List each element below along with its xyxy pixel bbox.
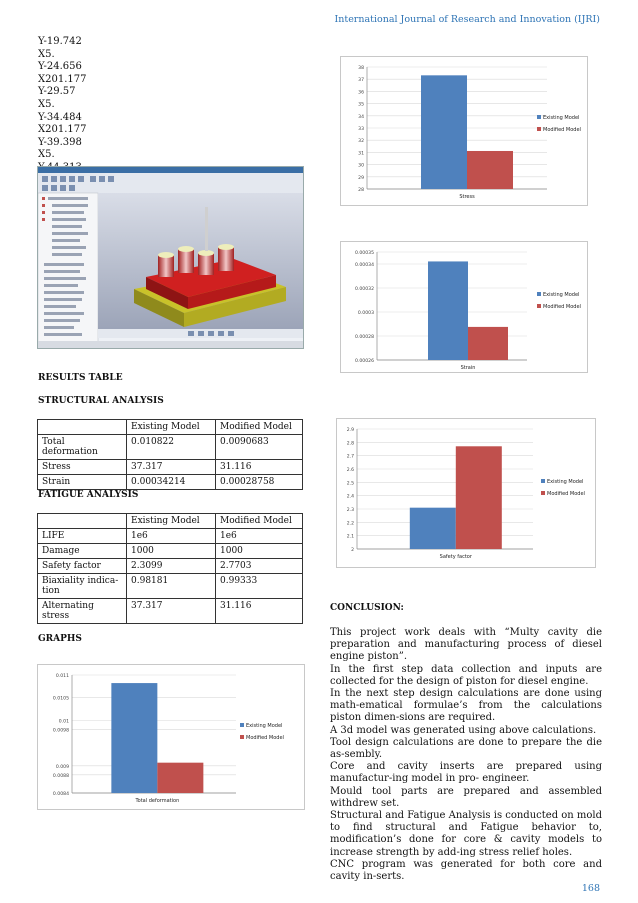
bar-modified-model [467, 151, 513, 189]
legend-entry: Modified Model [543, 304, 581, 310]
legend-swatch [537, 292, 541, 296]
y-tick-label: 37 [358, 78, 364, 84]
x-category-label: Safety factor [439, 554, 472, 560]
y-tick-label: 2.8 [346, 441, 354, 447]
gcode-line: Y-39.398 [38, 136, 82, 148]
gcode-listing [38, 36, 86, 175]
legend-entry: Existing Model [543, 115, 580, 121]
table-header-cell [38, 514, 127, 529]
structural-analysis-heading: STRUCTURAL ANALYSIS [38, 396, 164, 406]
gcode-line: X5. [38, 149, 55, 161]
legend-entry: Modified Model [547, 491, 585, 497]
gcode-line: X201.177 [38, 124, 87, 136]
bar-modified-model [456, 446, 502, 549]
cad-screenshot-figure [37, 166, 304, 349]
y-tick-label: 30 [358, 163, 364, 169]
conclusion-paragraph: Tool design calculations are done to prepare the die as-sembly. [330, 736, 602, 761]
page-number: 168 [581, 883, 600, 894]
fatigue-analysis-table [37, 513, 303, 624]
y-tick-label: 0.0088 [52, 773, 69, 779]
x-category-label: Strain [460, 365, 476, 371]
y-tick-label: 35 [358, 102, 364, 108]
table-cell: 0.00028758 [216, 475, 303, 490]
gcode-line: Y-24.656 [38, 61, 82, 73]
y-tick-label: 2.1 [346, 534, 354, 540]
safety-factor-chart-svg [337, 419, 595, 567]
legend-swatch [240, 723, 244, 727]
table-row [38, 574, 303, 599]
y-tick-label: 0.00032 [355, 287, 374, 292]
conclusion-paragraph: Core and cavity inserts are prepared using manufactur-ing model in pro- engineer. [330, 761, 602, 785]
table-cell: Safety factor [38, 559, 127, 574]
conclusion-heading: CONCLUSION: [330, 603, 404, 613]
y-tick-label: 0.01 [58, 719, 69, 725]
y-tick-label: 38 [358, 66, 364, 71]
y-tick-label: 0.009 [55, 764, 69, 770]
stress-chart-svg [341, 57, 587, 205]
gcode-line: Y-29.57 [38, 86, 76, 98]
legend-entry: Modified Model [246, 735, 284, 741]
bar-modified-model [468, 327, 508, 360]
legend-entry: Modified Model [543, 127, 581, 133]
y-tick-label: 2 [351, 548, 354, 553]
results-table-heading: RESULTS TABLE [38, 373, 123, 383]
y-tick-label: 29 [358, 175, 364, 181]
table-row [38, 559, 303, 574]
table-cell: Total deformation [38, 435, 127, 460]
table-cell: 37.317 [127, 599, 216, 624]
table-cell: Damage [38, 544, 127, 559]
table-header-cell [38, 420, 127, 435]
bar-existing-model [421, 75, 467, 189]
table-cell: 0.00034214 [127, 475, 216, 490]
y-tick-label: 0.0105 [52, 696, 69, 702]
legend-swatch [537, 115, 541, 119]
conclusion-text [330, 627, 602, 883]
table-cell: LIFE [38, 529, 127, 544]
y-tick-label: 34 [358, 114, 364, 120]
gcode-line: X5. [38, 48, 55, 60]
table-cell: 1e6 [127, 529, 216, 544]
table-header-cell: Modified Model [216, 420, 303, 435]
y-tick-label: 2.2 [346, 521, 354, 527]
bar-existing-model [428, 261, 468, 360]
conclusion-paragraph: In the first step data collection and inputs are collected for the design of piston for diesel engine. [330, 663, 602, 687]
x-category-label: Total deformation [135, 798, 180, 804]
y-tick-label: 2.9 [346, 428, 354, 433]
table-header-row [38, 514, 303, 529]
chart-strain [340, 241, 588, 373]
legend-entry: Existing Model [246, 723, 283, 729]
table-cell: 1000 [127, 544, 216, 559]
y-tick-label: 32 [358, 139, 364, 145]
conclusion-paragraph: In the next step design calculations are done using math-ematical formulae’s from the calculations piston dimen-sions are required. [330, 688, 602, 724]
y-tick-label: 2.5 [346, 481, 354, 487]
total-deformation-chart-svg [38, 665, 304, 809]
table-cell: Alternating stress [38, 599, 127, 624]
table-cell: 0.010822 [127, 435, 216, 460]
table-header-cell: Existing Model [127, 514, 216, 529]
legend-swatch [541, 491, 545, 495]
y-tick-label: 0.0098 [52, 728, 69, 734]
table-cell: 31.116 [216, 599, 303, 624]
y-tick-label: 2.3 [346, 508, 354, 513]
conclusion-paragraph: CNC program was generated for both core and cavity in-serts. [330, 858, 602, 883]
table-cell: 2.3099 [127, 559, 216, 574]
table-row [38, 475, 303, 490]
chart-total-deformation [37, 664, 305, 810]
gcode-line: Y-19.742 [38, 36, 82, 47]
y-tick-label: 2.4 [346, 494, 354, 500]
chart-stress [340, 56, 588, 206]
y-tick-label: 0.011 [55, 674, 69, 679]
x-category-label: Stress [459, 194, 475, 200]
legend-swatch [240, 735, 244, 739]
conclusion-paragraph: A 3d model was generated using above calculations. [330, 724, 597, 736]
table-cell: 0.98181 [127, 574, 216, 599]
table-row [38, 460, 303, 475]
table-cell: 1000 [216, 544, 303, 559]
table-row [38, 544, 303, 559]
table-header-row [38, 420, 303, 435]
gcode-line: Y-34.484 [38, 111, 82, 123]
table-cell: 1e6 [216, 529, 303, 544]
table-header-cell: Existing Model [127, 420, 216, 435]
y-tick-label: 2.6 [346, 468, 354, 473]
y-tick-label: 0.00026 [355, 359, 374, 364]
legend-swatch [537, 304, 541, 308]
table-cell: 2.7703 [216, 559, 303, 574]
strain-chart-svg [341, 242, 587, 372]
conclusion-paragraph: Structural and Fatigue Analysis is conducted on mold to find structural and Fatigue behavior to, modification’s done for core & cavity models to increase strength by add-ing stress relief holes. [330, 810, 603, 858]
structural-analysis-table [37, 419, 303, 490]
y-tick-label: 28 [358, 188, 364, 193]
legend-swatch [537, 127, 541, 131]
legend-swatch [541, 479, 545, 483]
table-cell: 0.99333 [216, 574, 303, 599]
conclusion-paragraph: This project work deals with “Multy cavity die preparation and manufacturing process of diesel engine piston”. [330, 627, 602, 663]
table-row [38, 599, 303, 624]
legend-entry: Existing Model [547, 479, 584, 485]
y-tick-label: 0.00035 [355, 251, 374, 256]
legend-entry: Existing Model [543, 292, 580, 298]
cad-screenshot-illustration [38, 167, 303, 348]
table-cell: 31.116 [216, 460, 303, 475]
chart-safety-factor [336, 418, 596, 568]
table-cell: 0.0090683 [216, 435, 303, 460]
y-tick-label: 0.0084 [52, 792, 69, 797]
bar-existing-model [111, 683, 157, 793]
bar-existing-model [410, 508, 456, 549]
table-row [38, 529, 303, 544]
fatigue-analysis-heading: FATIGUE ANALYSIS [38, 490, 139, 500]
y-tick-label: 2.7 [346, 454, 354, 460]
journal-header: International Journal of Research and Innovation (IJRI) [334, 14, 600, 25]
table-header-cell: Modified Model [216, 514, 303, 529]
gcode-line: X201.177 [38, 73, 87, 85]
table-cell: Biaxiality indica-tion [38, 574, 127, 599]
y-tick-label: 0.00028 [355, 335, 374, 340]
graphs-heading: GRAPHS [38, 634, 82, 644]
table-row [38, 435, 303, 460]
y-tick-label: 31 [358, 151, 364, 157]
y-tick-label: 36 [358, 90, 364, 96]
conclusion-paragraph: Mould tool parts are prepared and assembled withdrew set. [330, 785, 602, 809]
y-tick-label: 0.00034 [355, 263, 374, 268]
y-tick-label: 0.0003 [357, 311, 374, 316]
y-tick-label: 33 [358, 127, 364, 132]
gcode-line: X5. [38, 98, 55, 110]
table-cell: Strain [38, 475, 127, 490]
table-cell: 37.317 [127, 460, 216, 475]
table-cell: Stress [38, 460, 127, 475]
bar-modified-model [157, 763, 203, 793]
